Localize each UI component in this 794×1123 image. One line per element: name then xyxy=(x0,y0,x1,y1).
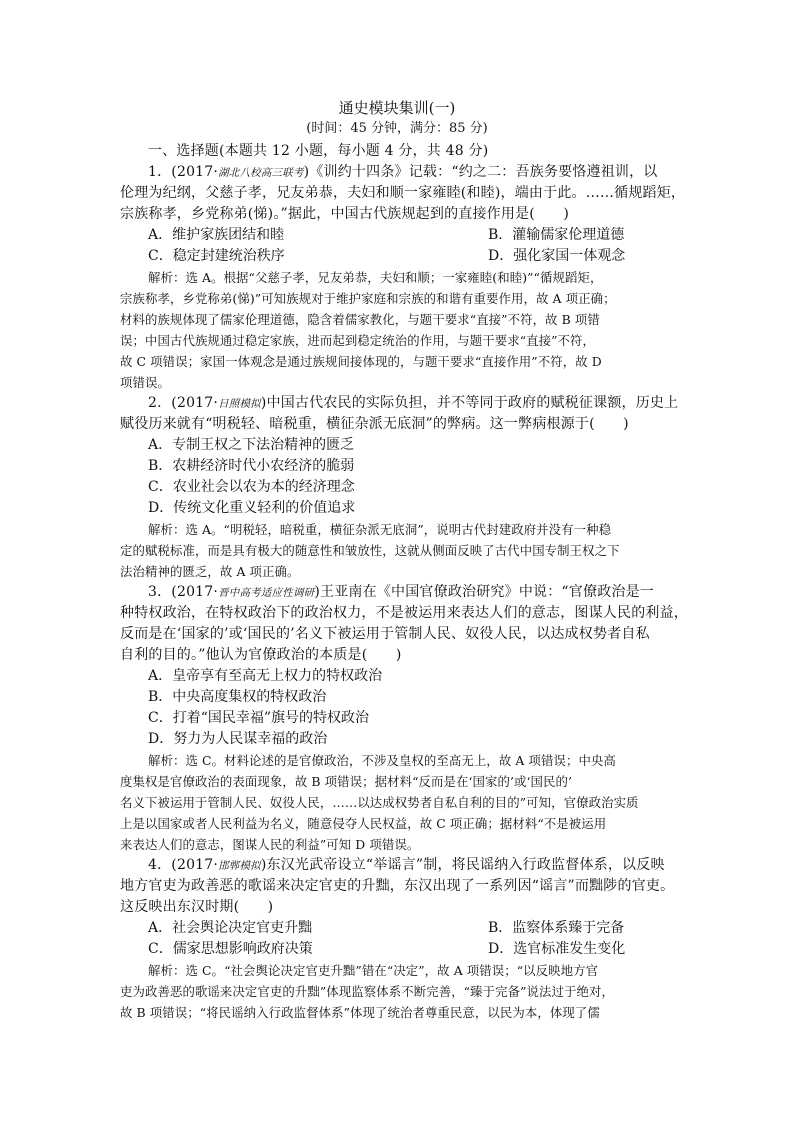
option-b: B．农耕经济时代小农经济的脆弱 xyxy=(148,458,355,474)
question-text: )中国古代农民的实际负担，并不等同于政府的赋税征课额，历史上 xyxy=(260,395,679,411)
option-a: A．社会舆论决定官吏升黜 xyxy=(148,920,313,936)
explanation-1-line-6: 项错误。 xyxy=(120,375,170,390)
explanation-3-line-3: 名义下被运用于管制人民、奴役人民，……以达成权势者自私自利的目的”可知，官僚政治实质 xyxy=(120,795,639,810)
explanation-1-line-5: 故 C 项错误；家国一体观念是通过族规间接体现的，与题干要求“直接作用”不符，故 D xyxy=(120,354,602,369)
question-1-line-3: 宗族称孝，乡党称弟(悌)。”据此，中国古代族规起到的直接作用是( ) xyxy=(120,206,570,222)
option-a: A．专制王权之下法治精神的匮乏 xyxy=(148,437,355,453)
explanation-1-line-2: 宗族称孝，乡党称弟(悌)”可知族规对于维护家庭和宗族的和谐有重要作用，故 A 项正确； xyxy=(120,291,616,306)
option-c: C．农业社会以农为本的经济理念 xyxy=(148,479,355,495)
question-3-line-1 xyxy=(148,582,708,604)
question-4-line-1 xyxy=(148,855,708,877)
question-number: 2．(2017· xyxy=(148,395,219,411)
question-4-line-3: 这反映出东汉时期( ) xyxy=(120,899,274,915)
explanation-4-line-3: 故 B 项错误；“将民谣纳入行政监督体系”体现了统治者尊重民意，以民为本，体现了儒 xyxy=(120,1005,600,1020)
explanation-1-line-1: 解析：选 A。根据“父慈子孝，兄友弟恭，夫妇和顺；一家雍睦(和睦)”“循规蹈矩， xyxy=(148,270,603,285)
question-number: 1．(2017· xyxy=(148,164,219,180)
question-source: 日照模拟 xyxy=(218,398,261,410)
explanation-1-line-4: 误；中国古代族规通过稳定家族，进而起到稳定统治的作用，与题干要求“直接”不符， xyxy=(120,333,596,348)
option-b: B．中央高度集权的特权政治 xyxy=(148,689,327,705)
option-a: A．维护家族团结和睦 xyxy=(148,227,285,243)
explanation-3-line-4: 上是以国家或者人民利益为名义，随意侵夺人民权益，故 C 项正确；据材料“不是被运用 xyxy=(120,816,607,831)
question-4-line-2: 地方官吏为政善恶的歌谣来决定官吏的升黜，东汉出现了一系列因“谣言”而黜陟的官吏。 xyxy=(120,878,675,894)
option-d: D．传统文化重义轻利的价值追求 xyxy=(148,500,356,516)
page-title: 通史模块集训(一) xyxy=(338,99,456,117)
question-number: 4．(2017· xyxy=(148,857,219,873)
question-1-line-2: 伦理为纪纲，父慈子孝，兄友弟恭，夫妇和顺一家雍睦(和睦)，端由于此。……循规蹈矩， xyxy=(120,185,686,201)
question-3-line-4: 自利的目的。”他认为官僚政治的本质是( ) xyxy=(120,647,402,663)
question-3-line-2: 种特权政治，在特权政治下的政治权力，不是被运用来表达人们的意志，图谋人民的利益， xyxy=(120,605,688,621)
option-c: C．稳定封建统治秩序 xyxy=(148,248,285,264)
explanation-3-line-5: 来表达人们的意志，图谋人民的利益”可知 D 项错误。 xyxy=(120,837,420,852)
option-d: D．强化家国一体观念 xyxy=(488,248,626,264)
question-text: )王亚南在《中国官僚政治研究》中说：“官僚政治是一 xyxy=(314,584,654,600)
explanation-1-line-3: 材料的族规体现了儒家伦理道德，隐含着儒家教化，与题干要求“直接”不符，故 B 项错 xyxy=(120,312,600,327)
explanation-2-line-2: 定的赋税标准，而是具有极大的随意性和皱放性，这就从侧面反映了古代中国专制王权之下 xyxy=(120,543,620,558)
question-number: 3．(2017· xyxy=(148,584,219,600)
option-d: D．努力为人民谋幸福的政治 xyxy=(148,731,328,747)
option-c: C．打着“国民幸福”旗号的特权政治 xyxy=(148,710,370,726)
explanation-3-line-1: 解析：选 C。材料论述的是官僚政治，不涉及皇权的至高无上，故 A 项错误；中央高 xyxy=(148,753,616,768)
explanation-2-line-3: 法治精神的匮乏，故 A 项正确。 xyxy=(120,564,300,579)
question-1-line-1 xyxy=(148,162,708,184)
question-text: )东汉光武帝设立“举谣言”制，将民谣纳入行政监督体系，以反映 xyxy=(260,857,665,873)
explanation-3-line-2: 度集权是官僚政治的表面现象，故 B 项错误；据材料“反而是在‘国家的’或‘国民的’ xyxy=(120,774,573,789)
question-3-line-3: 反而是在‘国家的’或‘国民的’名义下被运用于管制人民、奴役人民，以达成权势者自私 xyxy=(120,626,650,642)
option-b: B．监察体系臻于完备 xyxy=(488,920,625,936)
explanation-4-line-2: 吏为政善恶的歌谣来决定官吏的升黜”体现监察体系不断完善，“臻于完备”说法过于绝对， xyxy=(120,984,614,999)
explanation-4-line-1: 解析：选 C。“社会舆论决定官吏升黜”错在“决定”，故 A 项错误；“以反映地方官 xyxy=(148,963,599,978)
question-2-line-1 xyxy=(148,393,708,415)
question-2-line-2: 赋役历来就有“明税轻、暗税重，横征杂派无底洞”的弊病。这一弊病根源于( ) xyxy=(120,416,629,432)
page-subtitle: (时间：45 分钟，满分：85 分) xyxy=(306,121,488,136)
option-b: B．灌输儒家伦理道德 xyxy=(488,227,625,243)
option-a: A．皇帝享有至高无上权力的特权政治 xyxy=(148,668,383,684)
option-c: C．儒家思想影响政府决策 xyxy=(148,941,313,957)
section-heading: 一、选择题(本题共 12 小题，每小题 4 分，共 48 分) xyxy=(148,143,489,159)
explanation-2-line-1: 解析：选 A。“明税轻，暗税重，横征杂派无底洞”，说明古代封建政府并没有一种稳 xyxy=(148,522,612,537)
option-d: D．选官标准发生变化 xyxy=(488,941,626,957)
question-source: 邯郸模拟 xyxy=(218,860,261,872)
question-source: 湖北八校高三联考 xyxy=(218,167,304,179)
question-source: 晋中高考适应性调研 xyxy=(218,587,315,599)
question-text: )《训约十四条》记载：“约之二：吾族务要恪遵祖训，以 xyxy=(303,164,658,180)
